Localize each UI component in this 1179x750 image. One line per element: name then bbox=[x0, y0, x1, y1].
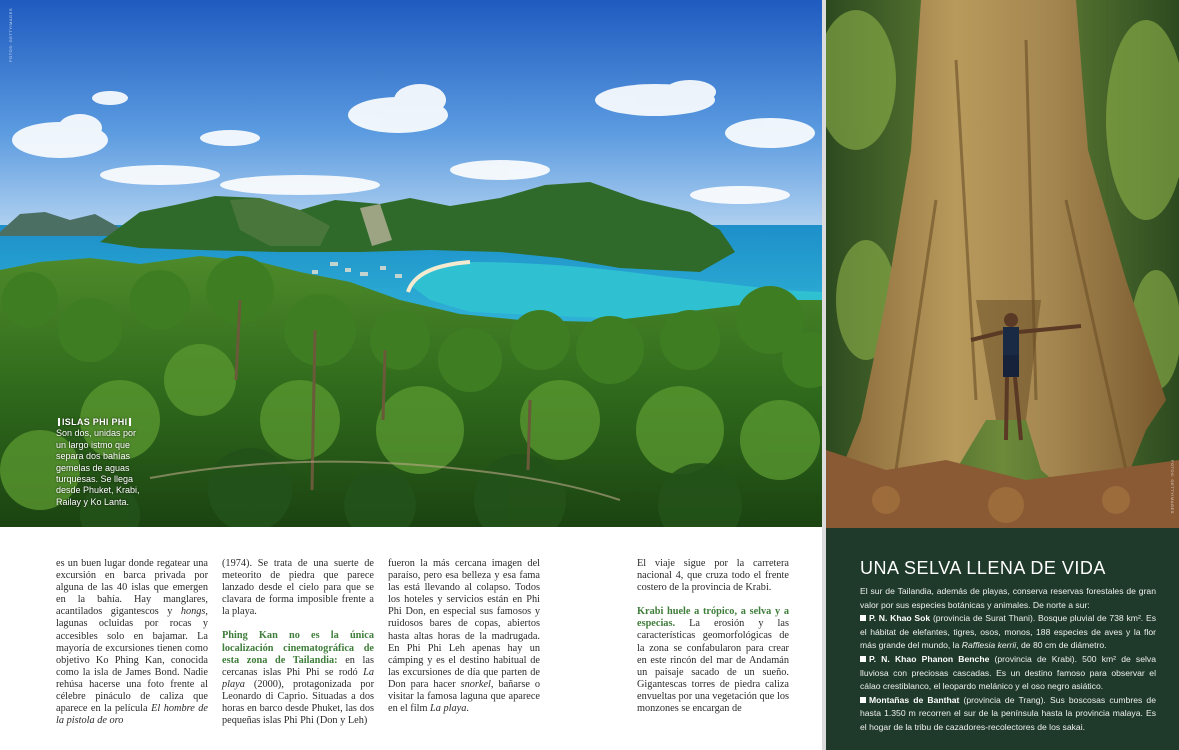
photo-credit: FOTOS: GETTYIMAGES bbox=[1170, 460, 1175, 514]
item-name: P. N. Khao Phanon Benche bbox=[869, 653, 990, 664]
column-1 bbox=[56, 558, 208, 727]
giant-tree-photo bbox=[826, 0, 1179, 528]
column-2-paragraph-1: (1974). Se trata de una suerte de meteorito de piedra que parece lanzado desde el cielo para que se clavara de forma imposible frente a la playa. bbox=[222, 558, 374, 618]
item-text: (provincia de Surat Thani). Bosque pluvial de 738 km². Es el hábitat de elefantes, tigres, osos, monos, 188 especies de aves y la flor más grande del mundo, la bbox=[860, 613, 1156, 651]
column-4-paragraph-2 bbox=[637, 606, 789, 715]
item-text: (provincia de Trang). Sus boscosas cumbres de hasta 1.350 m recorren el sur de la península hasta la provincia malaya. Es el hogar de la tribu de cazadores-recolectores de los sakai. bbox=[860, 694, 1156, 732]
text-run: , bañarse o visitar la famosa laguna que aparece en el film bbox=[388, 678, 540, 715]
film-title: La playa bbox=[430, 703, 467, 715]
sidebar-item-banthat bbox=[860, 694, 1156, 735]
column-4-paragraph-1: El viaje sigue por la carretera nacional 4, que cruza todo el frente costero de la provincia de Krabi. bbox=[637, 558, 789, 594]
column-4 bbox=[637, 558, 789, 715]
film-title: La playa bbox=[222, 666, 374, 690]
caption-title: ISLAS PHI PHI bbox=[62, 417, 128, 427]
article-columns bbox=[0, 527, 822, 750]
caption-text: Son dos, unidas por un largo istmo que separa dos bahías gemelas de aguas turquesas. Se llega desde Phuket, Krabi, Railay y Ko Lanta. bbox=[56, 428, 140, 507]
column-2-paragraph-2 bbox=[222, 630, 374, 727]
highlight-heading: Phing Kan no es la única localización cinematográfica de esta zona de Tailandia: bbox=[222, 630, 374, 666]
column-3-paragraph bbox=[388, 558, 540, 715]
item-name: P. N. Khao Sok bbox=[869, 613, 931, 624]
film-title: El hombre de la pistola de oro bbox=[56, 703, 208, 727]
text-run: , lagunas ocluidas por rocas y accesibles solo en bajamar. La mayoría de excursiones tienen como objetivo Ko Phing Kan, conocida como la isla de James Bond. Nadie rehúsa hacerse una foto frente al célebre pináculo de caliza que aparece en la película bbox=[56, 606, 208, 715]
sidebar-item-khao-sok bbox=[860, 612, 1156, 653]
item-text: (provincia de Krabi). 500 km² de selva lluviosa con preciosas cascadas. Es un destino famoso para observar el cálao crestiblanco, el leopardo melánico y el oso negro asiático. bbox=[860, 653, 1156, 692]
species-name: Rafflesia kerrii bbox=[961, 640, 1017, 651]
text-run: es un buen lugar donde regatear una excursión en barca privada por alguna de las 40 islas que emergen en la bahía. Hay manglares, acantilados gigantescos y bbox=[56, 558, 208, 618]
right-page bbox=[826, 0, 1179, 750]
bullet-square-icon bbox=[860, 615, 866, 621]
text-run: en las cercanas islas Phi Phi se rodó bbox=[222, 654, 374, 678]
text-run: fueron la más cercana imagen del paraíso, pero esa belleza y esa fama las está llevando al colapso. Todos los hoteles y servicios están en Phi Phi Don, en especial sus famosos y ruidosos bares de copas, abiertos hasta altas horas de la madrugada. En Phi Phi Leh apenas hay un cámping y es el destino habitual de las excursiones de día que parten de Don para hacer bbox=[388, 558, 540, 690]
italic-term: snorkel bbox=[460, 678, 491, 690]
sidebar-item-khao-phanon-benche bbox=[860, 653, 1156, 694]
caption-bar-icon bbox=[129, 418, 131, 426]
bullet-square-icon bbox=[860, 656, 866, 662]
text-run: La erosión y las características geomorfológicas de la zona se confabularon para crear en este rincón del mar de Andamán un paisaje sacado de un sueño. Gigantescas torres de piedra caliza envueltas por una vegetación que los monzones se encargan de bbox=[637, 618, 789, 715]
text-run: . bbox=[466, 703, 469, 715]
photo-caption bbox=[56, 417, 144, 508]
item-name: Montañas de Banthat bbox=[869, 694, 960, 705]
bullet-square-icon bbox=[860, 697, 866, 703]
sidebar-intro: El sur de Tailandia, además de playas, conserva reservas forestales de gran valor por sus especies botánicas y animales. De norte a sur: bbox=[860, 586, 1156, 610]
item-text: , de 80 cm de diámetro. bbox=[1016, 640, 1107, 651]
sidebar-body bbox=[860, 585, 1156, 735]
column-1-paragraph bbox=[56, 558, 208, 727]
highlight-heading: Krabi huele a trópico, a selva y a especias. bbox=[637, 606, 789, 630]
caption-bar-icon bbox=[58, 418, 60, 426]
text-run: (2000), protagonizada por Leonardo di Caprio. Situadas a dos horas en barco desde Phuket, las dos pequeñas islas Phi Phi (Don y Leh) bbox=[222, 678, 374, 727]
sidebar-title: UNA SELVA LLENA DE VIDA bbox=[860, 558, 1106, 578]
column-3 bbox=[388, 558, 540, 715]
photo-credit: FOTOS: GETTYIMAGES bbox=[8, 8, 13, 62]
tree-illustration bbox=[826, 0, 1179, 528]
column-2 bbox=[222, 558, 374, 727]
phi-phi-islands-photo bbox=[0, 0, 822, 527]
italic-term: hongs bbox=[180, 606, 206, 618]
